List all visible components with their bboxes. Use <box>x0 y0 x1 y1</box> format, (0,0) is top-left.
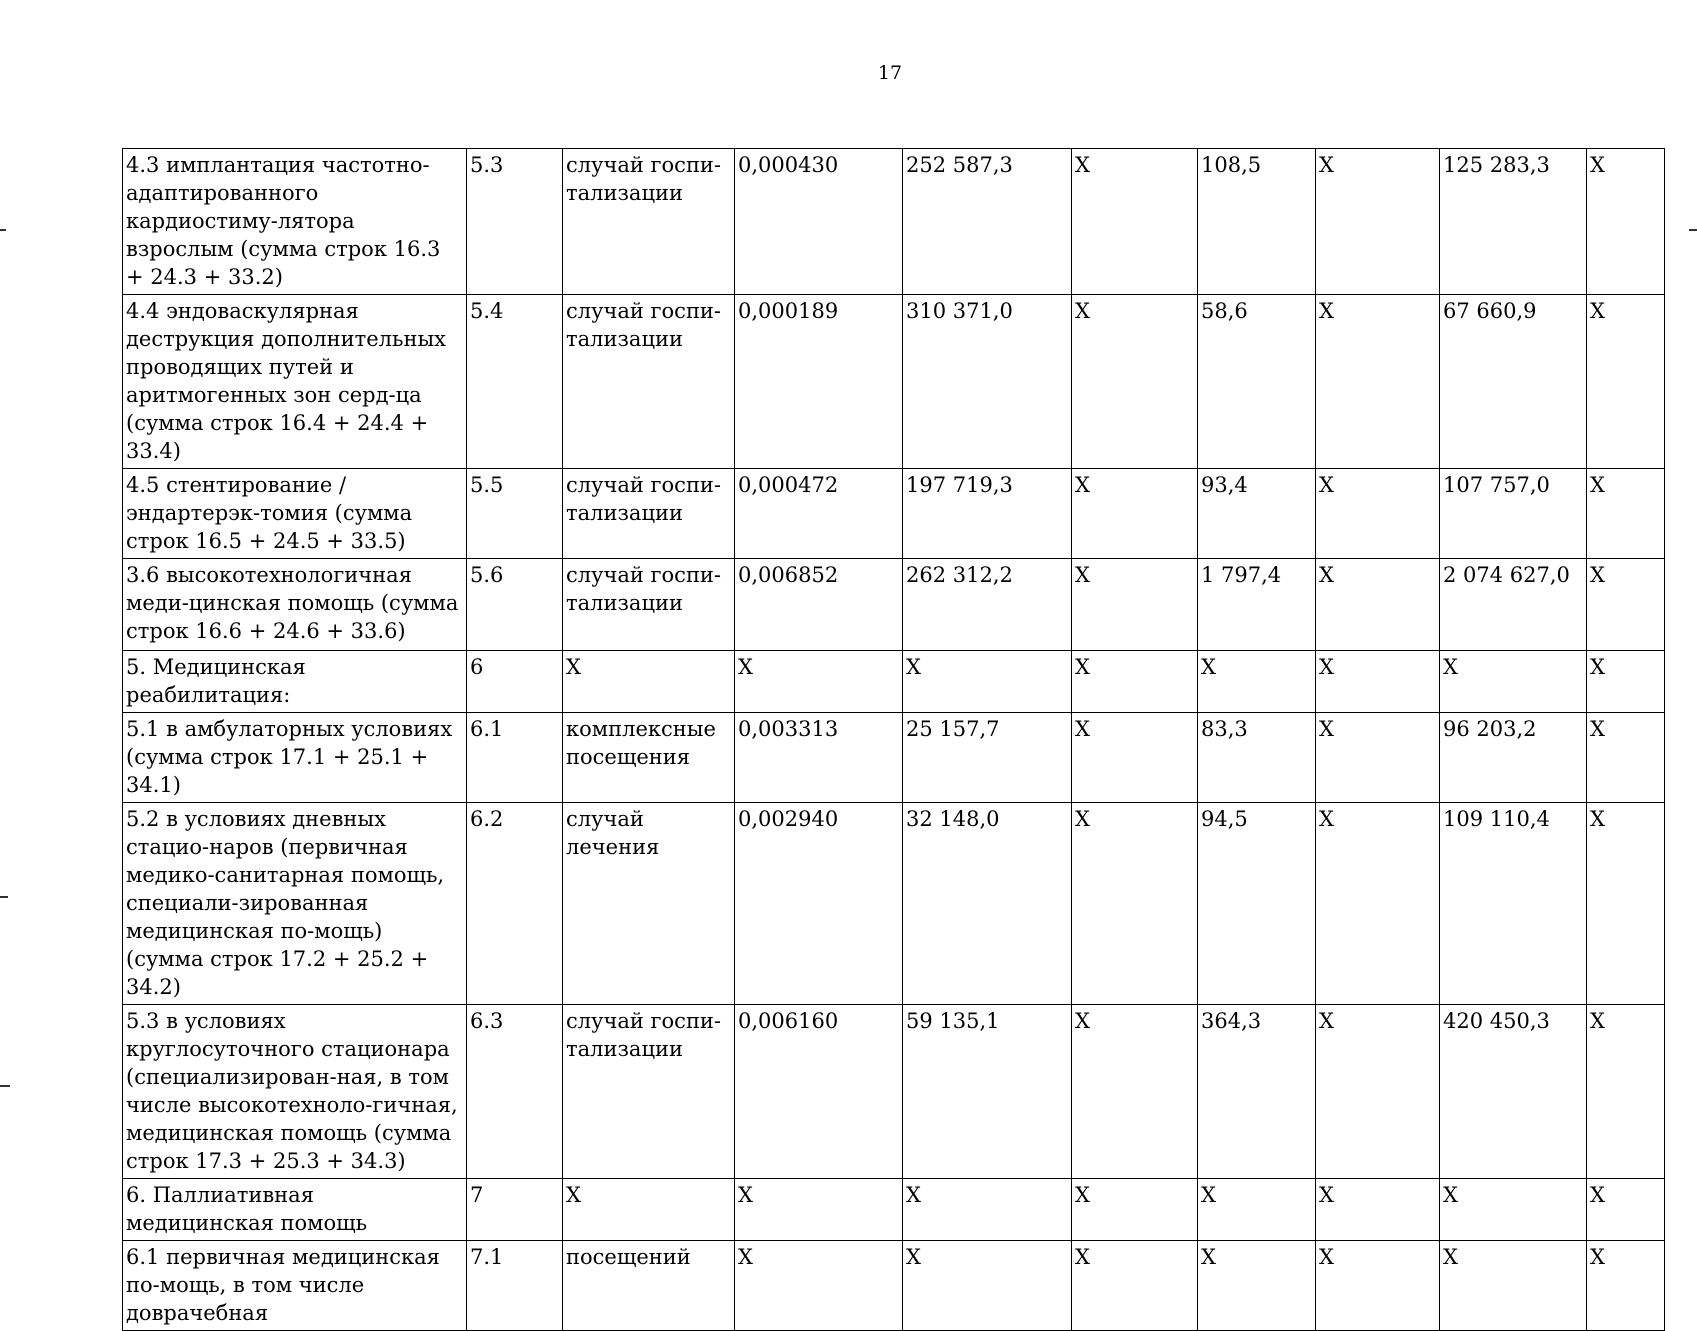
row-cost: 310 371,0 <box>903 295 1072 469</box>
row-col10: X <box>1587 149 1665 295</box>
row-col7: 93,4 <box>1198 469 1316 559</box>
row-col9: 96 203,2 <box>1440 713 1587 803</box>
table-row <box>123 469 1665 559</box>
row-col6: X <box>1072 559 1198 651</box>
row-name: 6.1 первичная медицинская по-мощь, в том числе доврачебная <box>123 1241 467 1331</box>
row-col10: X <box>1587 1241 1665 1331</box>
row-col9: 107 757,0 <box>1440 469 1587 559</box>
row-col8: X <box>1316 149 1440 295</box>
row-col8: X <box>1316 1241 1440 1331</box>
row-norm: 0,000472 <box>735 469 903 559</box>
row-unit: посещений <box>563 1241 735 1331</box>
row-col6: X <box>1072 651 1198 713</box>
row-norm: 0,000430 <box>735 149 903 295</box>
row-unit: X <box>563 1179 735 1241</box>
row-col7: X <box>1198 1241 1316 1331</box>
scan-edge-mark <box>0 896 8 898</box>
row-col7: 364,3 <box>1198 1005 1316 1179</box>
row-norm: 0,002940 <box>735 803 903 1005</box>
table-row <box>123 651 1665 713</box>
row-cost: 32 148,0 <box>903 803 1072 1005</box>
scan-edge-mark <box>1689 229 1697 231</box>
row-code: 5.3 <box>467 149 563 295</box>
scan-edge-mark <box>0 229 6 231</box>
row-col6: X <box>1072 803 1198 1005</box>
row-code: 5.4 <box>467 295 563 469</box>
row-code: 6.1 <box>467 713 563 803</box>
row-col8: X <box>1316 651 1440 713</box>
table-row <box>123 1179 1665 1241</box>
row-cost: X <box>903 1179 1072 1241</box>
row-norm: 0,006852 <box>735 559 903 651</box>
row-unit: случай госпи-тализации <box>563 469 735 559</box>
row-col9: 2 074 627,0 <box>1440 559 1587 651</box>
scan-edge-mark <box>0 1085 10 1087</box>
row-col7: X <box>1198 651 1316 713</box>
row-col10: X <box>1587 295 1665 469</box>
row-code: 6 <box>467 651 563 713</box>
row-col10: X <box>1587 803 1665 1005</box>
row-col10: X <box>1587 713 1665 803</box>
row-unit: случай госпи-тализации <box>563 559 735 651</box>
row-col9: X <box>1440 1241 1587 1331</box>
row-unit: X <box>563 651 735 713</box>
row-col7: X <box>1198 1179 1316 1241</box>
row-col7: 94,5 <box>1198 803 1316 1005</box>
row-col9: 109 110,4 <box>1440 803 1587 1005</box>
table-row <box>123 1005 1665 1179</box>
row-name: 3.6 высокотехнологичная меди-цинская помощь (сумма строк 16.6 + 24.6 + 33.6) <box>123 559 467 651</box>
row-cost: 197 719,3 <box>903 469 1072 559</box>
row-norm: X <box>735 1179 903 1241</box>
row-norm: 0,006160 <box>735 1005 903 1179</box>
row-name: 5. Медицинская реабилитация: <box>123 651 467 713</box>
row-name: 4.4 эндоваскулярная деструкция дополнительных проводящих путей и аритмогенных зон серд-ца (сумма строк 16.4 + 24.4 + 33.4) <box>123 295 467 469</box>
row-col9: X <box>1440 651 1587 713</box>
row-cost: X <box>903 1241 1072 1331</box>
row-cost: 59 135,1 <box>903 1005 1072 1179</box>
row-col6: X <box>1072 1005 1198 1179</box>
row-col8: X <box>1316 559 1440 651</box>
data-table <box>122 148 1665 1331</box>
table-row <box>123 559 1665 651</box>
row-cost: 252 587,3 <box>903 149 1072 295</box>
row-name: 5.1 в амбулаторных условиях (сумма строк 17.1 + 25.1 + 34.1) <box>123 713 467 803</box>
row-col8: X <box>1316 1005 1440 1179</box>
row-col10: X <box>1587 1005 1665 1179</box>
row-unit: случай госпи-тализации <box>563 295 735 469</box>
row-code: 5.5 <box>467 469 563 559</box>
row-col7: 58,6 <box>1198 295 1316 469</box>
row-col6: X <box>1072 149 1198 295</box>
table-row <box>123 149 1665 295</box>
row-name: 4.3 имплантация частотно-адаптированного кардиостиму-лятора взрослым (сумма строк 16.3 + 24.3 + 33.2) <box>123 149 467 295</box>
row-col8: X <box>1316 1179 1440 1241</box>
row-name: 4.5 стентирование / эндартерэк-томия (сумма строк 16.5 + 24.5 + 33.5) <box>123 469 467 559</box>
row-name: 6. Паллиативная медицинская помощь <box>123 1179 467 1241</box>
row-col7: 83,3 <box>1198 713 1316 803</box>
row-code: 6.2 <box>467 803 563 1005</box>
row-col8: X <box>1316 295 1440 469</box>
row-unit: комплексные посещения <box>563 713 735 803</box>
row-norm: X <box>735 1241 903 1331</box>
row-col9: 125 283,3 <box>1440 149 1587 295</box>
table-row <box>123 1241 1665 1331</box>
row-col6: X <box>1072 295 1198 469</box>
row-col10: X <box>1587 559 1665 651</box>
row-name: 5.2 в условиях дневных стацио-наров (первичная медико-санитарная помощь, специали-зированная медицинская по-мощь) (сумма строк 17.2 + 25.2 + 34.2) <box>123 803 467 1005</box>
row-col6: X <box>1072 1241 1198 1331</box>
row-norm: 0,003313 <box>735 713 903 803</box>
row-code: 5.6 <box>467 559 563 651</box>
row-code: 7.1 <box>467 1241 563 1331</box>
row-col9: X <box>1440 1179 1587 1241</box>
row-cost: 25 157,7 <box>903 713 1072 803</box>
row-col10: X <box>1587 1179 1665 1241</box>
row-col6: X <box>1072 713 1198 803</box>
table-row <box>123 803 1665 1005</box>
row-col10: X <box>1587 651 1665 713</box>
row-col9: 420 450,3 <box>1440 1005 1587 1179</box>
row-name: 5.3 в условиях круглосуточного стационара (специализирован-ная, в том числе высокотехноло-гичная, медицинская помощь (сумма строк 17.3 + 25.3 + 34.3) <box>123 1005 467 1179</box>
row-col10: X <box>1587 469 1665 559</box>
row-unit: случай госпи-тализации <box>563 1005 735 1179</box>
row-unit: случай госпи-тализации <box>563 149 735 295</box>
row-cost: X <box>903 651 1072 713</box>
row-col9: 67 660,9 <box>1440 295 1587 469</box>
row-col8: X <box>1316 803 1440 1005</box>
row-norm: X <box>735 651 903 713</box>
row-col8: X <box>1316 469 1440 559</box>
row-col6: X <box>1072 469 1198 559</box>
row-unit: случай лечения <box>563 803 735 1005</box>
row-code: 6.3 <box>467 1005 563 1179</box>
table-row <box>123 295 1665 469</box>
row-col8: X <box>1316 713 1440 803</box>
row-col7: 1 797,4 <box>1198 559 1316 651</box>
page-number: 17 <box>877 62 903 84</box>
row-col7: 108,5 <box>1198 149 1316 295</box>
row-norm: 0,000189 <box>735 295 903 469</box>
row-col6: X <box>1072 1179 1198 1241</box>
row-cost: 262 312,2 <box>903 559 1072 651</box>
row-code: 7 <box>467 1179 563 1241</box>
table-row <box>123 713 1665 803</box>
